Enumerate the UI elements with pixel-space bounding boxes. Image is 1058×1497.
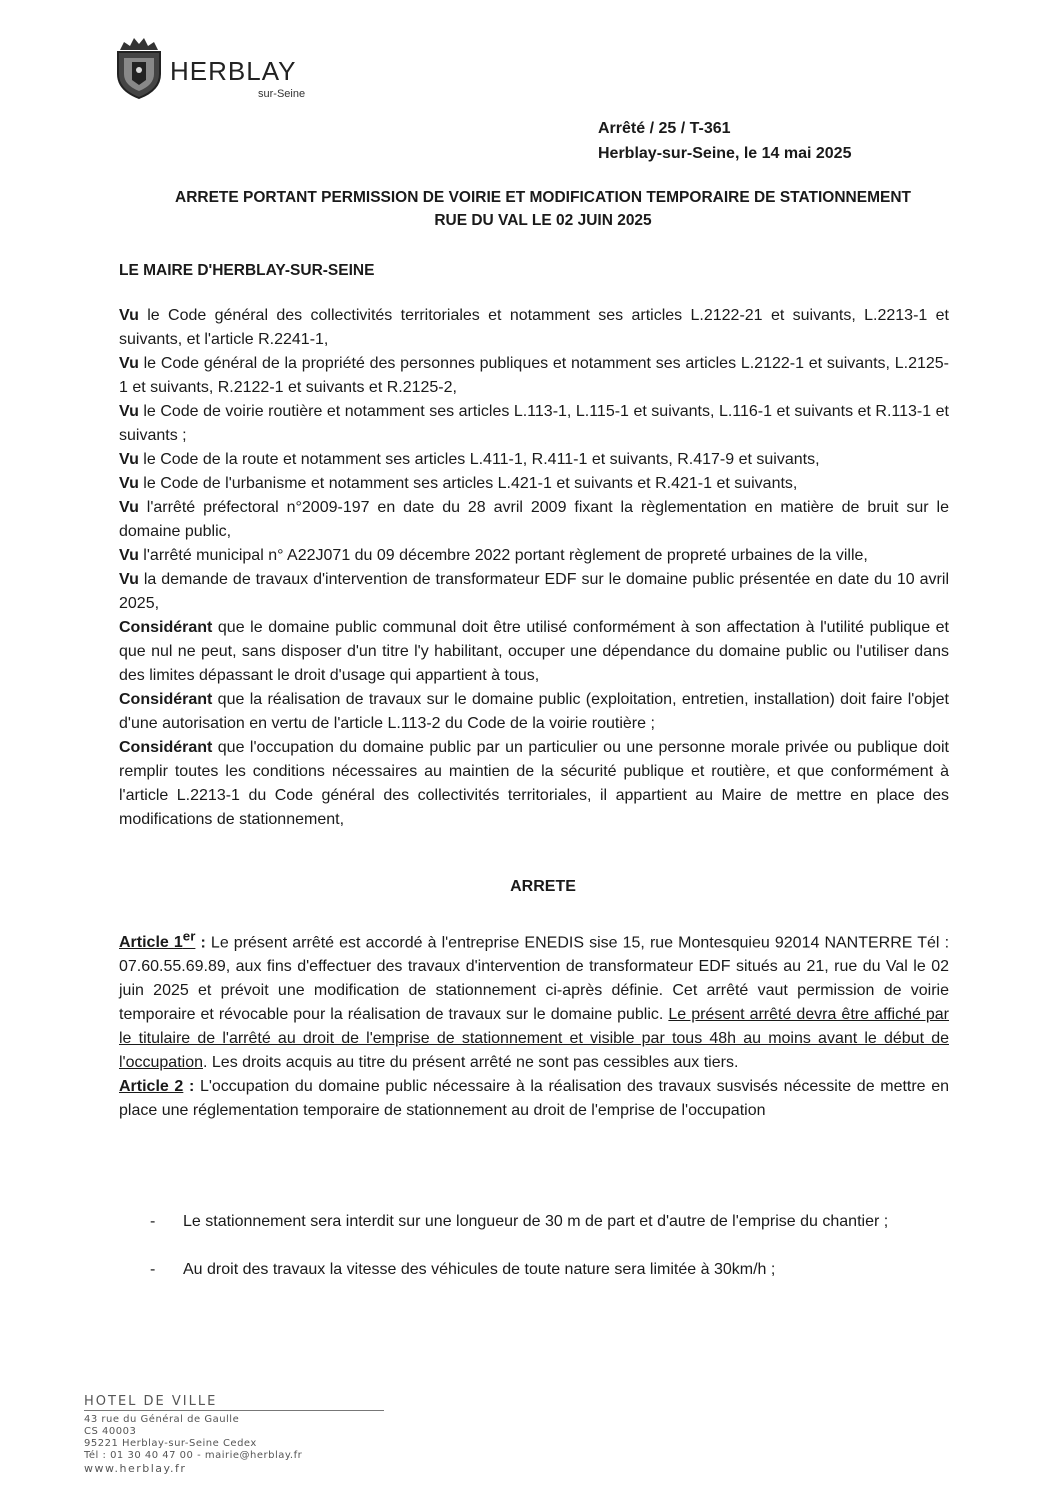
footer-address-line-2: CS 40003 [84,1426,137,1437]
brand-name: HERBLAY [170,56,297,86]
footer-website: www.herblay.fr [84,1462,187,1475]
footer-title: HOTEL DE VILLE [84,1394,384,1411]
considerant-item [119,304,949,352]
city-logo [112,36,342,106]
considerant-text: le Code de l'urbanisme et notamment ses articles L.421-1 et suivants et R.421-1 et suivants, [138,475,798,492]
article-1-sup: er [182,929,196,944]
article-1-label [119,929,196,952]
considerant-item [119,496,949,544]
dash-bullet: - [150,1261,156,1278]
considerant-keyword: Vu [119,499,139,516]
document-title [100,186,986,232]
considerant-keyword: Considérant [119,739,213,756]
measure-item [150,1258,950,1282]
footer-address-line-1: 43 rue du Général de Gaulle [84,1414,240,1425]
footer-contact: Tél : 01 30 40 47 00 - mairie@herblay.fr [84,1450,303,1461]
considerant-item [119,352,949,400]
considerant-keyword: Vu [119,355,139,372]
measure-text: Au droit des travaux la vitesse des véhicules de toute nature sera limitée à 30km/h ; [183,1261,776,1278]
article-1-text-b: . Les droits acquis au titre du présent arrêté ne sont pas cessibles aux tiers. [203,1054,739,1072]
articles [119,925,949,1123]
considerant-item [119,568,949,616]
article-1-label-text: Article 1 [119,934,183,952]
considerant-item [119,616,949,688]
considerant-text: le Code général de la propriété des personnes publiques et notamment ses articles L.2122-1 et suivants, L.2125-1 et suivants, R.2122-1 et suivants et R.2125-2, [119,355,949,396]
article-2-text: L'occupation du domaine public nécessaire à la réalisation des travaux susvisés nécessite de mettre en place une réglementation temporaire de stationnement au droit de l'emprise de l'occupation [119,1078,950,1120]
considerant-item [119,544,949,568]
considerant-item [119,736,949,832]
considerant-keyword: Vu [119,451,139,468]
measure-item [150,1210,950,1234]
footer-address [84,1394,384,1475]
article-1 [119,925,949,1075]
measure-text: Le stationnement sera interdit sur une longueur de 30 m de part et d'autre de l'emprise du chantier ; [183,1213,889,1230]
considerant-text: l'arrêté préfectoral n°2009-197 en date du 28 avril 2009 fixant la règlementation en matière de bruit sur le domaine public, [119,499,949,540]
city-crest-icon [112,36,166,100]
considerant-text: l'arrêté municipal n° A22J071 du 09 décembre 2022 portant règlement de propreté urbaines de la ville, [138,547,868,564]
considerant-text: que l'occupation du domaine public par un particulier ou une personne morale privée ou publique doit remplir toutes les conditions nécessaires au maintien de la sécurité publique et routière, et que conformément à l'article L.2213-1 du Code général des collectivités territoriales, il appartient au Maire de mettre en place des modifications de stationnement, [119,739,949,828]
considerant-keyword: Vu [119,547,139,564]
considerant-text: la demande de travaux d'intervention de transformateur EDF sur le domaine public présentée en date du 10 avril 2025, [119,571,949,612]
considerant-keyword: Considérant [119,619,213,636]
issuing-authority: LE MAIRE D'HERBLAY-SUR-SEINE [119,262,375,279]
measures-list [150,1210,950,1306]
considerant-text: que la réalisation de travaux sur le domaine public (exploitation, entretien, installation) doit faire l'objet d'une autorisation en vertu de l'article L.113-2 du Code de la voirie routière ; [119,691,949,732]
considerant-keyword: Considérant [119,691,213,708]
considerant-keyword: Vu [119,403,139,420]
considerant-item [119,448,949,472]
footer-address-line-3: 95221 Herblay-sur-Seine Cedex [84,1438,257,1449]
arrete-heading: ARRETE [510,878,576,895]
title-line-2: RUE DU VAL LE 02 JUIN 2025 [434,212,652,229]
considerant-item [119,688,949,736]
considerant-keyword: Vu [119,475,139,492]
considerant-text: le Code général des collectivités territoriales et notamment ses articles L.2122-21 et suivants, L.2213-1 et suivants, et l'article R.2241-1, [119,307,949,348]
title-line-1: ARRETE PORTANT PERMISSION DE VOIRIE ET MODIFICATION TEMPORAIRE DE STATIONNEMENT [175,189,911,206]
considerant-keyword: Vu [119,571,139,588]
decree-number: Arrêté / 25 / T-361 [598,120,731,137]
article-1-separator: : [195,934,211,952]
article-1-text-a: Le présent arrêté est accordé à l'entreprise ENEDIS sise 15, rue Montesquieu 92014 NANTERRE Tél : 07.60.55.69.89, aux fins d'effectuer des travaux d'intervention de transformateur EDF situés au 21, rue du Val le 02 juin 2025 et prévoit une modification de stationnement ci-après définie. Cet arrêté vaut permission de voirie temporaire et révocable pour la réalisation de travaux sur le domaine public. [119,934,950,1024]
article-2-separator: : [183,1078,200,1096]
reference-block [598,116,851,166]
considerant-text: le Code de voirie routière et notamment ses articles L.113-1, L.115-1 et suivants, L.116-1 et suivants et R.113-1 et suivants ; [119,403,949,444]
considerant-item [119,400,949,448]
considerant-text: que le domaine public communal doit être utilisé conformément à son affectation à l'utilité publique et que nul ne peut, sans disposer d'un titre l'y habilitant, occuper une dépendance du domaine public ou l'utiliser dans des limites dépassant le droit d'usage qui appartient à tous, [119,619,949,684]
dash-bullet: - [150,1213,156,1230]
considerants [119,304,949,832]
considerant-text: le Code de la route et notamment ses articles L.411-1, R.411-1 et suivants, R.417-9 et suivants, [138,451,820,468]
place-date: Herblay-sur-Seine, le 14 mai 2025 [598,145,852,162]
considerant-keyword: Vu [119,307,139,324]
article-1-underlined: Le présent arrêté devra être affiché par le titulaire de l'arrêté au droit de l'emprise de stationnement et visible par tous 48h au moins avant le début de l'occupation [119,1006,950,1072]
brand-subname: sur-Seine [258,88,306,100]
considerant-item [119,472,949,496]
article-2-label: Article 2 [119,1078,184,1096]
article-2 [119,1075,949,1123]
